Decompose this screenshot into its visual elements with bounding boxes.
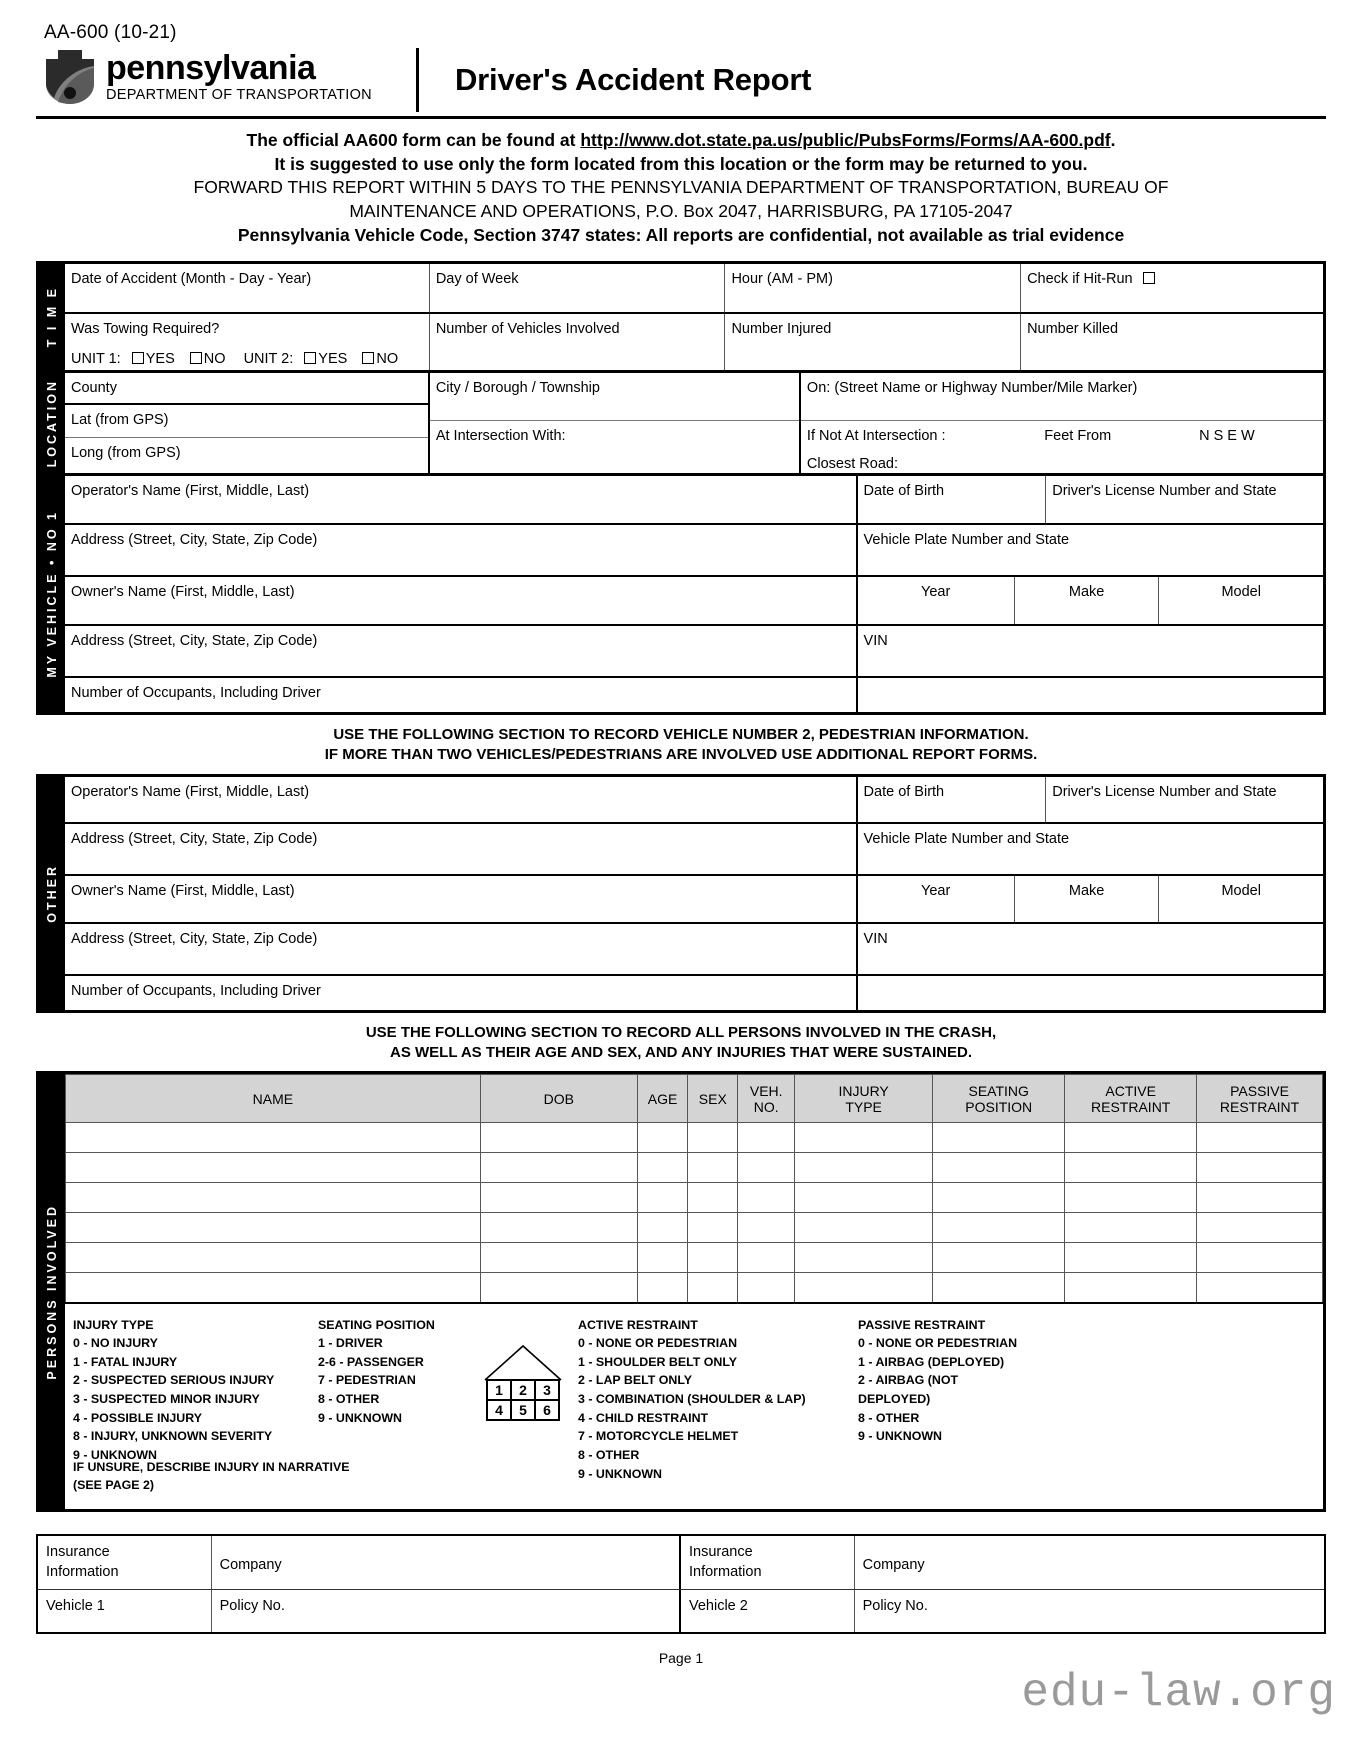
date-of-accident-field[interactable]: Date of Accident (Month - Day - Year): [65, 264, 430, 312]
persons-cell[interactable]: [933, 1123, 1065, 1153]
hit-run-field[interactable]: [1021, 264, 1323, 312]
persons-cell[interactable]: [66, 1183, 481, 1213]
number-injured-field[interactable]: Number Injured: [725, 314, 1021, 370]
brand-name: pennsylvania: [106, 49, 316, 88]
persons-cell[interactable]: [480, 1153, 637, 1183]
seating-position-item: 9 - UNKNOWN: [318, 1410, 402, 1425]
persons-cell[interactable]: [738, 1213, 795, 1243]
v1-occupants-value[interactable]: [858, 678, 1323, 712]
injury-type-item: 0 - NO INJURY: [73, 1336, 158, 1351]
active-restraint-item: 3 - COMBINATION (SHOULDER & LAP): [578, 1392, 806, 1407]
persons-cell[interactable]: [933, 1153, 1065, 1183]
injury-type-item: 8 - INJURY, UNKNOWN SEVERITY: [73, 1429, 273, 1444]
v1-dob-field[interactable]: Date of Birth: [858, 476, 1047, 523]
persons-cell[interactable]: [1065, 1243, 1197, 1273]
passive-restraint-item: 1 - AIRBAG (DEPLOYED): [858, 1354, 1005, 1369]
persons-cell[interactable]: [66, 1213, 481, 1243]
persons-cell[interactable]: [794, 1243, 932, 1273]
passive-restraint-item: 8 - OTHER: [858, 1410, 920, 1425]
v1-occupants-row: [65, 678, 1323, 712]
v1-policy-no-field[interactable]: Policy No.: [212, 1590, 681, 1632]
injury-type-item: 1 - FATAL INJURY: [73, 1354, 178, 1369]
towing-required-label: Was Towing Required?: [71, 321, 220, 338]
county-field[interactable]: County: [65, 373, 428, 405]
vehicle-2-label: Vehicle 2: [681, 1590, 855, 1632]
persons-cell[interactable]: [1065, 1153, 1197, 1183]
unit2-label: UNIT 2:: [243, 350, 294, 367]
seating-position-legend: [318, 1316, 468, 1483]
location-sidebar-label: LOCATION: [39, 373, 65, 473]
persons-cell[interactable]: [637, 1273, 687, 1303]
persons-cell[interactable]: [688, 1273, 738, 1303]
persons-cell[interactable]: [1065, 1213, 1197, 1243]
page-title: Driver's Accident Report: [455, 62, 812, 97]
location-mid-col: [430, 373, 801, 473]
unit1-no-checkbox[interactable]: [190, 352, 202, 364]
narrative-line-2: (SEE PAGE 2): [73, 1478, 155, 1493]
v1-make-field[interactable]: Make: [1015, 577, 1160, 624]
insurance-info-label-2: Insurance Information: [681, 1536, 855, 1589]
active-restraint-item: 1 - SHOULDER BELT ONLY: [578, 1354, 738, 1369]
city-borough-township-field[interactable]: City / Borough / Township: [430, 373, 799, 421]
lat-field[interactable]: Lat (from GPS): [65, 405, 428, 438]
persons-column-header: PASSIVE RESTRAINT: [1197, 1075, 1323, 1123]
seating-diagram-icon: [473, 1340, 573, 1426]
v2-owner-row: [65, 876, 1323, 924]
passive-restraint-item: DEPLOYED): [858, 1392, 931, 1407]
persons-cell[interactable]: [738, 1273, 795, 1303]
at-intersection-field[interactable]: At Intersection With:: [435, 428, 566, 445]
intro-line-2: It is suggested to use only the form located from this location or the form may be returned to you.: [274, 153, 1088, 174]
time-row-2: [65, 314, 1323, 370]
passive-restraint-legend: [858, 1316, 1058, 1483]
persons-column-header: DOB: [480, 1075, 637, 1123]
unit1-yes-label: YES: [145, 350, 175, 367]
insurance-row-policy: [38, 1590, 1324, 1632]
location-right-col: [801, 373, 1323, 473]
persons-cell[interactable]: [637, 1213, 687, 1243]
persons-cell[interactable]: [933, 1213, 1065, 1243]
v1-model-field[interactable]: Model: [1221, 584, 1261, 601]
persons-cell[interactable]: [738, 1183, 795, 1213]
persons-cell[interactable]: [637, 1183, 687, 1213]
v2-dob-field[interactable]: Date of Birth: [858, 777, 1047, 822]
persons-cell[interactable]: [1065, 1183, 1197, 1213]
note-other-section: [36, 715, 1326, 774]
v1-owner-address-row: [65, 626, 1323, 678]
persons-involved-section: [36, 1071, 1326, 1512]
table-row[interactable]: [66, 1183, 1323, 1213]
unit2-no-label: NO: [376, 350, 399, 367]
long-field[interactable]: Long (from GPS): [71, 445, 181, 462]
my-vehicle-section: [36, 476, 1326, 715]
persons-cell[interactable]: [794, 1273, 932, 1303]
v1-owner-row: [65, 577, 1323, 626]
narrative-line-1: IF UNSURE, DESCRIBE INJURY IN NARRATIVE: [73, 1460, 350, 1475]
v1-address-field[interactable]: Address (Street, City, State, Zip Code): [65, 525, 858, 575]
v1-owner-address-field[interactable]: Address (Street, City, State, Zip Code): [65, 626, 858, 676]
closest-road-label: Closest Road:: [806, 455, 898, 472]
persons-cell[interactable]: [1197, 1183, 1323, 1213]
persons-cell[interactable]: [688, 1183, 738, 1213]
active-restraint-item: 8 - OTHER: [578, 1447, 640, 1462]
persons-cell[interactable]: [794, 1213, 932, 1243]
seating-position-item: 7 - PEDESTRIAN: [318, 1373, 416, 1388]
persons-cell[interactable]: [933, 1183, 1065, 1213]
unit1-no-label: NO: [203, 350, 226, 367]
v2-insurance-company-field[interactable]: Company: [862, 1557, 925, 1574]
passive-restraint-item: 9 - UNKNOWN: [858, 1429, 942, 1444]
persons-cell[interactable]: [688, 1243, 738, 1273]
time-section: [36, 261, 1326, 373]
table-row[interactable]: [66, 1153, 1323, 1183]
vehicles-involved-field[interactable]: Number of Vehicles Involved: [430, 314, 726, 370]
v2-occupants-field[interactable]: Number of Occupants, Including Driver: [65, 976, 858, 1010]
active-restraint-item: 0 - NONE OR PEDESTRIAN: [578, 1336, 738, 1351]
injury-type-item: 3 - SUSPECTED MINOR INJURY: [73, 1392, 260, 1407]
v1-address-row: [65, 525, 1323, 577]
v2-model-field[interactable]: Model: [1221, 882, 1261, 899]
active-restraint-item: 7 - MOTORCYCLE HELMET: [578, 1429, 739, 1444]
injury-type-legend: [73, 1316, 318, 1483]
persons-cell[interactable]: [738, 1123, 795, 1153]
number-killed-field[interactable]: Number Killed: [1027, 321, 1119, 338]
persons-cell[interactable]: [480, 1213, 637, 1243]
persons-cell[interactable]: [933, 1273, 1065, 1303]
location-section: [36, 373, 1326, 476]
persons-cell[interactable]: [688, 1123, 738, 1153]
seat-cell-5: 5: [519, 1401, 527, 1418]
intro-line-1: [76, 129, 1286, 153]
page-footer: Page 1: [658, 1650, 704, 1667]
seat-cell-1: 1: [495, 1381, 503, 1398]
injury-type-item: 2 - SUSPECTED SERIOUS INJURY: [73, 1373, 275, 1388]
v2-address-field[interactable]: Address (Street, City, State, Zip Code): [65, 824, 858, 874]
compass-directions[interactable]: N S E W: [1199, 428, 1255, 445]
seating-position-item: 8 - OTHER: [318, 1392, 380, 1407]
persons-cell[interactable]: [637, 1153, 687, 1183]
seat-cell-2: 2: [519, 1381, 527, 1398]
table-row[interactable]: [66, 1243, 1323, 1273]
v1-owner-name-field[interactable]: Owner's Name (First, Middle, Last): [65, 577, 858, 624]
seat-cell-6: 6: [543, 1401, 551, 1418]
persons-cell[interactable]: [1197, 1153, 1323, 1183]
hour-field[interactable]: Hour (AM - PM): [725, 264, 1021, 312]
seating-position-item: 2-6 - PASSENGER: [318, 1354, 424, 1369]
table-row[interactable]: [66, 1213, 1323, 1243]
hit-run-checkbox[interactable]: [1143, 272, 1155, 284]
form-header: [36, 48, 1326, 119]
v2-owner-address-field[interactable]: Address (Street, City, State, Zip Code): [65, 924, 858, 974]
v2-year-field[interactable]: Year: [858, 876, 1015, 922]
v1-occupants-field[interactable]: Number of Occupants, Including Driver: [65, 678, 858, 712]
persons-cell[interactable]: [933, 1243, 1065, 1273]
persons-cell[interactable]: [1197, 1213, 1323, 1243]
v2-plate-field[interactable]: Vehicle Plate Number and State: [863, 830, 1070, 847]
persons-cell[interactable]: [637, 1123, 687, 1153]
note-other-line-2: IF MORE THAN TWO VEHICLES/PEDESTRIANS ARE INVOLVED USE ADDITIONAL REPORT FORMS.: [324, 746, 1038, 764]
persons-cell[interactable]: [688, 1213, 738, 1243]
active-restraint-heading: ACTIVE RESTRAINT: [578, 1317, 698, 1332]
persons-cell[interactable]: [66, 1273, 481, 1303]
v1-plate-field[interactable]: Vehicle Plate Number and State: [863, 532, 1070, 549]
unit2-no-checkbox[interactable]: [362, 352, 374, 364]
persons-column-header: SEX: [688, 1075, 738, 1123]
persons-cell[interactable]: [637, 1243, 687, 1273]
injury-type-heading: INJURY TYPE: [73, 1317, 154, 1332]
unit1-label: UNIT 1:: [71, 350, 121, 367]
aa600-form-link[interactable]: http://www.dot.state.pa.us/public/PubsForms/Forms/AA-600.pdf: [580, 130, 1111, 150]
persons-cell[interactable]: [480, 1183, 637, 1213]
form-number: AA-600 (10-21): [44, 22, 177, 43]
insurance-section: [36, 1534, 1326, 1634]
my-vehicle-sidebar-label: MY VEHICLE • NO 1: [39, 476, 65, 712]
note-persons-line-1: USE THE FOLLOWING SECTION TO RECORD ALL PERSONS INVOLVED IN THE CRASH,: [365, 1023, 997, 1041]
seating-diagram: [468, 1316, 578, 1483]
v1-year-field[interactable]: Year: [858, 577, 1015, 624]
persons-column-header: ACTIVE RESTRAINT: [1065, 1075, 1197, 1123]
feet-from-label: Feet From: [1044, 428, 1112, 445]
persons-column-header: VEH. NO.: [738, 1075, 795, 1123]
active-restraint-legend: [578, 1316, 858, 1483]
seating-position-heading: SEATING POSITION: [318, 1317, 435, 1332]
v2-dl-number-field[interactable]: Driver's License Number and State: [1052, 783, 1277, 800]
other-sidebar-label: OTHER: [39, 777, 65, 1010]
v2-make-field[interactable]: Make: [1015, 876, 1160, 922]
other-vehicle-section: [36, 774, 1326, 1013]
intro-block: [36, 119, 1326, 255]
persons-cell[interactable]: [1197, 1243, 1323, 1273]
note-other-line-1: USE THE FOLLOWING SECTION TO RECORD VEHICLE NUMBER 2, PEDESTRIAN INFORMATION.: [333, 726, 1029, 744]
v2-policy-no-field[interactable]: Policy No.: [862, 1598, 928, 1615]
persons-column-header: INJURY TYPE: [794, 1075, 932, 1123]
persons-cell[interactable]: [480, 1273, 637, 1303]
persons-sidebar-label: PERSONS INVOLVED: [39, 1074, 65, 1509]
persons-table-header-row: [66, 1075, 1323, 1123]
if-not-intersection-label: If Not At Intersection :: [806, 428, 946, 445]
persons-cell[interactable]: [1197, 1273, 1323, 1303]
intro-line1-suffix: .: [1110, 130, 1116, 150]
unit2-yes-checkbox[interactable]: [304, 352, 316, 364]
insurance-row-company: [38, 1536, 1324, 1590]
day-of-week-field[interactable]: Day of Week: [430, 264, 726, 312]
persons-cell[interactable]: [1065, 1123, 1197, 1153]
v1-insurance-company-field[interactable]: Company: [212, 1536, 681, 1589]
passive-restraint-item: 2 - AIRBAG (NOT: [858, 1373, 959, 1388]
note-persons-line-2: AS WELL AS THEIR AGE AND SEX, AND ANY INJURIES THAT WERE SUSTAINED.: [390, 1043, 972, 1061]
note-persons-section: [36, 1013, 1326, 1072]
intro-line-4: MAINTENANCE AND OPERATIONS, P.O. Box 2047, HARRISBURG, PA 17105-2047: [349, 200, 1013, 221]
hit-run-label: Check if Hit-Run: [1027, 271, 1133, 288]
persons-column-header: NAME: [66, 1075, 481, 1123]
v2-occupants-row: [65, 976, 1323, 1010]
intro-line-5: Pennsylvania Vehicle Code, Section 3747 states: All reports are confidential, not available as trial evidence: [237, 224, 1125, 245]
unit2-yes-label: YES: [318, 350, 348, 367]
persons-cell[interactable]: [480, 1123, 637, 1153]
persons-cell[interactable]: [738, 1153, 795, 1183]
v1-vin-field[interactable]: VIN: [863, 633, 888, 650]
vehicle-1-label: Vehicle 1: [38, 1590, 212, 1632]
penndot-logo: [36, 48, 416, 112]
v1-dl-number-field[interactable]: Driver's License Number and State: [1052, 483, 1277, 500]
v2-vin-field[interactable]: VIN: [863, 930, 888, 947]
persons-cell[interactable]: [794, 1153, 932, 1183]
on-street-field[interactable]: On: (Street Name or Highway Number/Mile Marker): [801, 373, 1323, 421]
seat-cell-4: 4: [495, 1401, 503, 1418]
persons-cell[interactable]: [480, 1243, 637, 1273]
v2-operator-name-field[interactable]: Operator's Name (First, Middle, Last): [65, 777, 858, 822]
insurance-info-label-1: Insurance Information: [38, 1536, 212, 1589]
unit1-yes-checkbox[interactable]: [132, 352, 144, 364]
injury-type-item: 4 - POSSIBLE INJURY: [73, 1410, 202, 1425]
active-restraint-item: 4 - CHILD RESTRAINT: [578, 1410, 709, 1425]
table-row[interactable]: [66, 1273, 1323, 1303]
persons-cell[interactable]: [794, 1123, 932, 1153]
v2-operator-row: [65, 777, 1323, 824]
active-restraint-item: 9 - UNKNOWN: [578, 1466, 662, 1481]
injury-type-item: 9 - UNKNOWN: [73, 1447, 157, 1462]
seat-cell-3: 3: [543, 1381, 551, 1398]
persons-table: [65, 1074, 1323, 1304]
location-rows: [65, 373, 1323, 473]
v2-owner-name-field[interactable]: Owner's Name (First, Middle, Last): [65, 876, 858, 922]
persons-cell[interactable]: [794, 1183, 932, 1213]
table-row[interactable]: [66, 1123, 1323, 1153]
passive-restraint-heading: PASSIVE RESTRAINT: [858, 1317, 986, 1332]
not-at-intersection-field[interactable]: [801, 421, 1323, 473]
keystone-icon: [44, 48, 96, 106]
persons-column-header: SEATING POSITION: [933, 1075, 1065, 1123]
intro-line1-prefix: The official AA600 form can be found at: [246, 130, 581, 150]
persons-column-header: AGE: [637, 1075, 687, 1123]
active-restraint-item: 2 - LAP BELT ONLY: [578, 1373, 693, 1388]
intro-line-3: FORWARD THIS REPORT WITHIN 5 DAYS TO THE PENNSYLVANIA DEPARTMENT OF TRANSPORTATION, BUREAU OF: [193, 177, 1169, 198]
persons-cell[interactable]: [688, 1153, 738, 1183]
persons-cell[interactable]: [66, 1123, 481, 1153]
location-left-col: [65, 373, 430, 473]
v2-occupants-value[interactable]: [858, 976, 1323, 1010]
persons-cell[interactable]: [66, 1243, 481, 1273]
time-row-1: [65, 264, 1323, 314]
v1-operator-row: [65, 476, 1323, 525]
time-sidebar-label: T I M E: [39, 264, 65, 370]
v2-owner-address-row: [65, 924, 1323, 976]
towing-required-field[interactable]: [65, 314, 430, 370]
passive-restraint-item: 0 - NONE OR PEDESTRIAN: [858, 1336, 1018, 1351]
seating-position-item: 1 - DRIVER: [318, 1336, 383, 1351]
brand-subtitle: DEPARTMENT OF TRANSPORTATION: [106, 87, 372, 104]
persons-cell[interactable]: [66, 1153, 481, 1183]
persons-cell[interactable]: [738, 1243, 795, 1273]
watermark: edu-law.org: [1021, 1667, 1336, 1719]
v2-address-row: [65, 824, 1323, 876]
persons-cell[interactable]: [1197, 1123, 1323, 1153]
v1-operator-name-field[interactable]: Operator's Name (First, Middle, Last): [65, 476, 858, 523]
persons-cell[interactable]: [1065, 1273, 1197, 1303]
